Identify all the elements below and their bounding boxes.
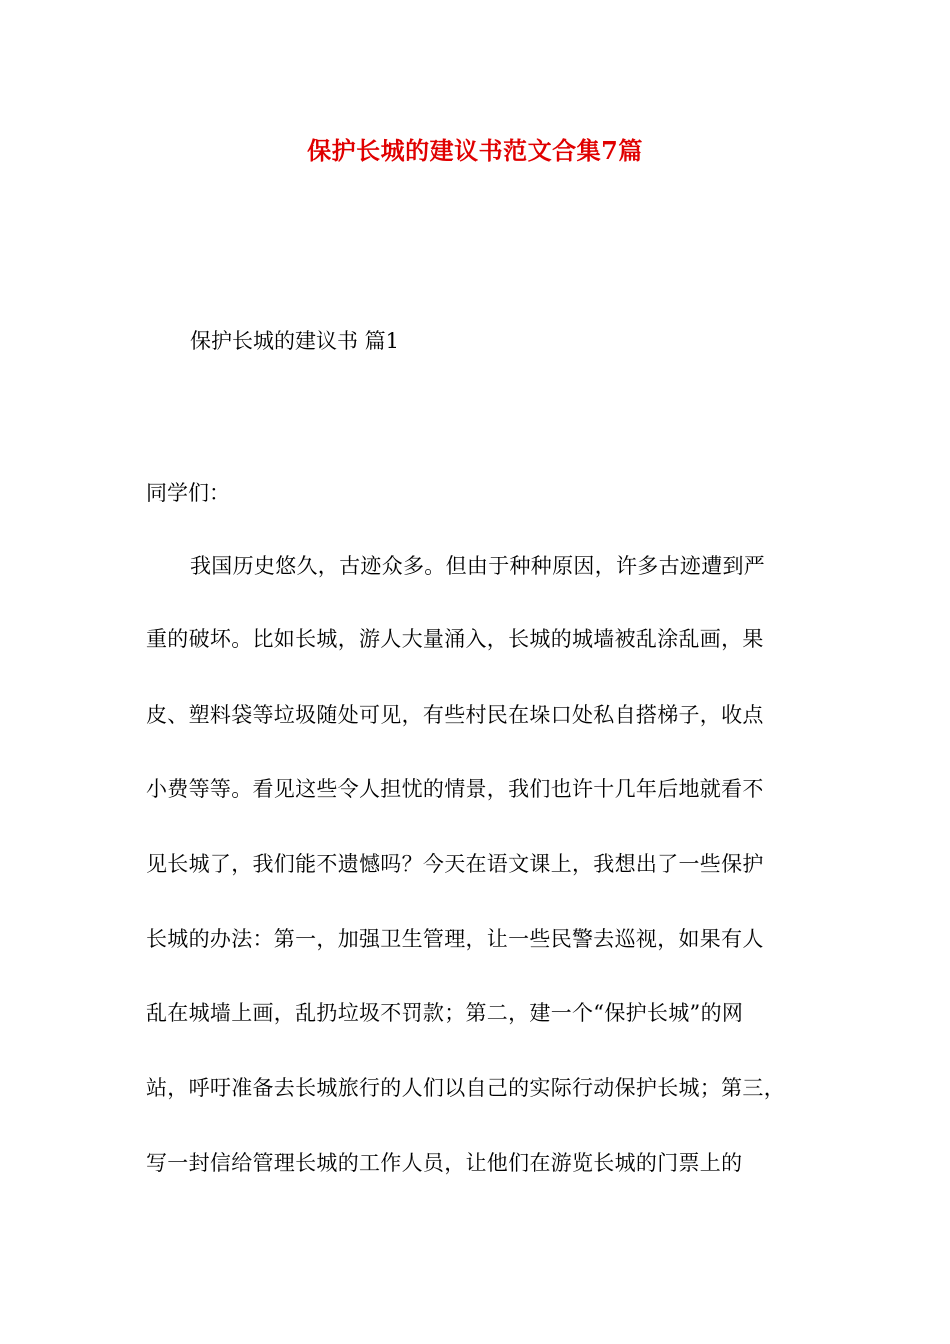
- body-line: 站，呼吁准备去长城旅行的人们以自己的实际行动保护长城；第三，: [146, 1076, 785, 1100]
- body-line: 见长城了，我们能不遗憾吗？今天在语文课上，我想出了一些保护: [146, 852, 764, 876]
- body-line: 我国历史悠久，古迹众多。但由于种种原因，许多古迹遭到严: [190, 554, 766, 578]
- body-line: 乱在城墙上画，乱扔垃圾不罚款；第二，建一个“保护长城”的网: [146, 1001, 744, 1025]
- section-heading: 保护长城的建议书 篇1: [190, 329, 400, 353]
- body-line: 长城的办法：第一，加强卫生管理，让一些民警去巡视，如果有人: [146, 927, 764, 951]
- body-line: 重的破坏。比如长城，游人大量涌入，长城的城墙被乱涂乱画，果: [146, 627, 764, 651]
- body-line: 写一封信给管理长城的工作人员，让他们在游览长城的门票上的: [146, 1151, 743, 1175]
- greeting-line: 同学们：: [146, 481, 230, 505]
- body-line: 小费等等。看见这些令人担忧的情景，我们也许十几年后地就看不: [146, 777, 764, 801]
- document-title: 保护长城的建议书范文合集7篇: [307, 136, 643, 165]
- body-line: 皮、塑料袋等垃圾随处可见，有些村民在垛口处私自搭梯子，收点: [146, 703, 764, 727]
